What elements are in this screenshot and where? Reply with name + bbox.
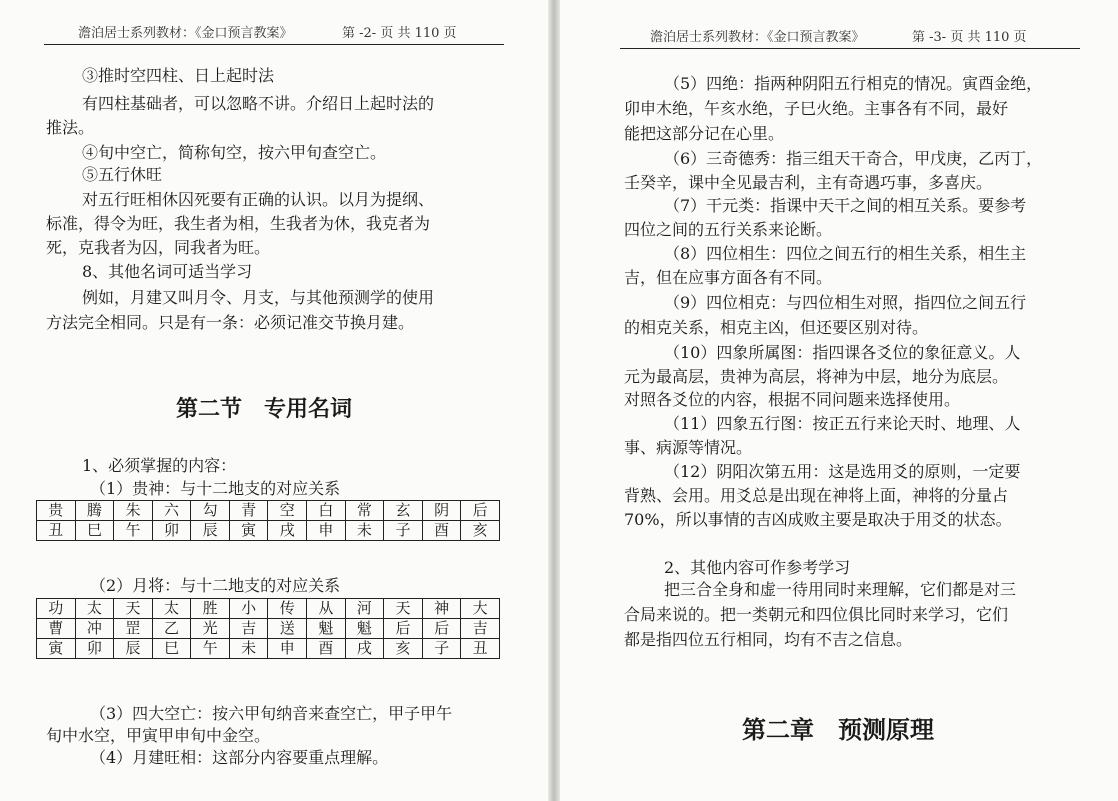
chapter-heading: 第二章 预测原理 — [742, 716, 934, 744]
table-cell: 魁 — [307, 619, 346, 639]
table-cell: 腾 — [75, 501, 114, 521]
text-line: 方法完全相同。只是有一条：必须记准交节换月建。 — [46, 313, 415, 332]
table-cell: 胜 — [191, 599, 230, 619]
table-cell: 贵 — [37, 501, 76, 521]
text-line: 元为最高层，贵神为高层，将神为中层，地分为底层。 — [624, 367, 1009, 386]
text-line: 旬中水空，甲寅甲申旬中金空。 — [46, 726, 271, 745]
item-heading: 2、其他内容可作参考学习 — [664, 558, 851, 577]
table-cell: 寅 — [229, 521, 268, 541]
text-line: 8、其他名词可适当学习 — [82, 262, 253, 281]
page-number: 第 -2- 页 共 110 页 — [342, 26, 457, 41]
table-cell: 魁 — [345, 619, 384, 639]
table-cell: 阴 — [422, 501, 461, 521]
table-cell: 亥 — [384, 639, 423, 659]
table-cell: 未 — [345, 521, 384, 541]
guishen-table — [36, 500, 500, 541]
text-line: 把三合全身和虚一待用同时来理解，它们都是对三 — [664, 580, 1017, 599]
text-line: 事、病源等情况。 — [624, 438, 753, 457]
table-cell: 传 — [268, 599, 307, 619]
text-line: 合局来说的。把一类朝元和四位俱比同时来学习，它们 — [624, 605, 1009, 624]
section-heading: 第二节 专用名词 — [176, 397, 353, 422]
left-page — [0, 0, 548, 801]
table-cell: 六 — [152, 501, 191, 521]
text-line: （9）四位相克：与四位相生对照，指四位之间五行 — [664, 293, 1027, 312]
table-cell: 神 — [422, 599, 461, 619]
table-cell: 空 — [268, 501, 307, 521]
right-page-header — [620, 24, 1080, 49]
text-line: （8）四位相生：四位之间五行的相生关系，相生主 — [664, 244, 1027, 263]
table-cell: 辰 — [191, 521, 230, 541]
text-line: 卯申木绝，午亥水绝，子巳火绝。主事各有不同，最好 — [624, 99, 1009, 118]
text-line: 标准，得令为旺，我生者为相，生我者为休，我克者为 — [46, 214, 431, 233]
table-cell: 青 — [229, 501, 268, 521]
table-cell: 巳 — [75, 521, 114, 541]
table-cell: 后 — [461, 501, 500, 521]
text-line: 壬癸辛，课中全见最吉利，主有奇遇巧事，多喜庆。 — [624, 173, 993, 192]
table-cell: 寅 — [37, 639, 76, 659]
table-cell: 河 — [345, 599, 384, 619]
yuejiang-table — [36, 598, 500, 659]
table-cell: 丑 — [37, 521, 76, 541]
left-page-header — [44, 20, 504, 45]
text-line: （4）月建旺相：这部分内容要重点理解。 — [90, 748, 389, 767]
table-cell: 子 — [384, 521, 423, 541]
table-cell: 朱 — [114, 501, 153, 521]
header-title: 澹泊居士系列教材：《金口预言教案》 — [650, 30, 865, 45]
table-cell: 常 — [345, 501, 384, 521]
table-cell: 酉 — [307, 639, 346, 659]
table-cell: 后 — [422, 619, 461, 639]
table-cell: 光 — [191, 619, 230, 639]
text-line: 例如，月建又叫月令、月支，与其他预测学的使用 — [82, 288, 435, 307]
table-cell: 戌 — [268, 521, 307, 541]
text-line: 对五行旺相休囚死要有正确的认识。以月为提纲、 — [82, 190, 435, 209]
text-line: 有四柱基础者，可以忽略不讲。介绍日上起时法的 — [82, 94, 435, 113]
table-cell: 午 — [191, 639, 230, 659]
table-cell: 申 — [307, 521, 346, 541]
table-cell: 冲 — [75, 619, 114, 639]
text-line: （3）四大空亡：按六甲旬纳音来查空亡，甲子甲午 — [90, 704, 453, 723]
item-heading: 1、必须掌握的内容： — [82, 456, 237, 475]
table-cell: 从 — [307, 599, 346, 619]
table-cell: 太 — [152, 599, 191, 619]
table-row — [37, 501, 500, 521]
text-line: 都是指四位五行相同，均有不吉之信息。 — [624, 630, 913, 649]
table-cell: 辰 — [114, 639, 153, 659]
table-cell: 吉 — [229, 619, 268, 639]
table-row — [37, 521, 500, 541]
table-cell: 曹 — [37, 619, 76, 639]
table-cell: 送 — [268, 619, 307, 639]
table-caption: （1）贵神：与十二地支的对应关系 — [90, 479, 341, 498]
table-cell: 丑 — [461, 639, 500, 659]
text-line: （5）四绝：指两种阴阳五行相克的情况。寅酉金绝， — [664, 74, 1043, 93]
text-line: 的相克关系，相克主凶，但还要区别对待。 — [624, 318, 929, 337]
table-row — [37, 619, 500, 639]
table-caption: （2）月将：与十二地支的对应关系 — [90, 576, 341, 595]
table-cell: 子 — [422, 639, 461, 659]
table-cell: 大 — [461, 599, 500, 619]
table-cell: 勾 — [191, 501, 230, 521]
table-cell: 乙 — [152, 619, 191, 639]
table-row — [37, 639, 500, 659]
table-cell: 巳 — [152, 639, 191, 659]
table-cell: 未 — [229, 639, 268, 659]
table-cell: 天 — [114, 599, 153, 619]
text-line: （12）阴阳次第五用：这是选用爻的原则，一定要 — [664, 462, 1021, 481]
text-line: （6）三奇德秀：指三组天干奇合，甲戊庚，乙丙丁， — [664, 149, 1043, 168]
table-cell: 天 — [384, 599, 423, 619]
right-page — [560, 0, 1118, 801]
text-line: 能把这部分记在心里。 — [624, 124, 785, 143]
table-cell: 小 — [229, 599, 268, 619]
text-line: 死，克我者为囚，同我者为旺。 — [46, 238, 271, 257]
text-line: 背熟、会用。用爻总是出现在神将上面，神将的分量占 — [624, 486, 1009, 505]
table-cell: 太 — [75, 599, 114, 619]
text-line: 吉，但在应事方面各有不同。 — [624, 268, 833, 287]
table-row — [37, 599, 500, 619]
table-cell: 卯 — [152, 521, 191, 541]
text-line: 对照各爻位的内容，根据不同问题来选择使用。 — [624, 390, 961, 409]
text-line: 四位之间的五行关系来论断。 — [624, 220, 833, 239]
table-cell: 后 — [384, 619, 423, 639]
text-line: （7）干元类：指课中天干之间的相互关系。要参考 — [664, 196, 1027, 215]
table-cell: 玄 — [384, 501, 423, 521]
table-cell: 亥 — [461, 521, 500, 541]
table-cell: 白 — [307, 501, 346, 521]
book-gutter — [548, 0, 560, 801]
table-cell: 卯 — [75, 639, 114, 659]
text-line: ⑤五行休旺 — [82, 165, 163, 184]
table-cell: 戌 — [345, 639, 384, 659]
text-line: ④旬中空亡，简称旬空，按六甲旬查空亡。 — [82, 143, 387, 162]
text-line: （10）四象所属图：指四课各爻位的象征意义。人 — [664, 343, 1021, 362]
table-cell: 午 — [114, 521, 153, 541]
table-cell: 吉 — [461, 619, 500, 639]
text-line: 推法。 — [46, 118, 95, 137]
text-line: 70%，所以事情的吉凶成败主要是取决于用爻的状态。 — [624, 510, 1012, 529]
text-line: （11）四象五行图：按正五行来论天时、地理、人 — [664, 414, 1021, 433]
table-cell: 申 — [268, 639, 307, 659]
header-title: 澹泊居士系列教材：《金口预言教案》 — [78, 26, 293, 41]
text-line: ③推时空四柱、日上起时法 — [82, 66, 275, 85]
table-cell: 功 — [37, 599, 76, 619]
table-cell: 酉 — [422, 521, 461, 541]
page-number: 第 -3- 页 共 110 页 — [912, 30, 1027, 45]
table-cell: 罡 — [114, 619, 153, 639]
